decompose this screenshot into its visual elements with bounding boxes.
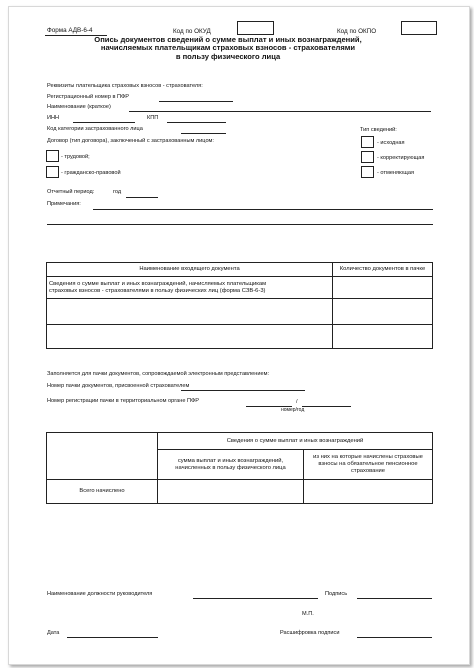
sums-table-total-insured[interactable]: [304, 480, 433, 504]
name-short-label: Наименование (краткое): [47, 104, 111, 110]
civil-label: - гражданско-правовой: [61, 170, 121, 176]
table-row: [47, 299, 433, 325]
signature-field[interactable]: [357, 598, 432, 599]
info-type-label: Тип сведений:: [360, 127, 397, 133]
doc-row1-line2: страховых взносов - страхователями в пользу физических лиц (форма СЗВ-6-3): [49, 287, 266, 294]
sums-col1-line1: сумма выплат и иных вознаграждений,: [177, 457, 284, 464]
cancelling-checkbox[interactable]: [361, 166, 374, 178]
sums-table-col-insured: [304, 450, 433, 480]
doc-table-row3-count[interactable]: [333, 325, 433, 349]
doc-table-row1-count[interactable]: [333, 277, 433, 299]
doc-table-row2-name[interactable]: [47, 299, 333, 325]
sums-table-col-accrued: [158, 450, 304, 480]
inn-label: ИНН: [47, 115, 60, 121]
signature-label: Подпись: [325, 591, 348, 597]
requisites-heading: Реквизиты плательщика страховых взносов - страхователя:: [47, 83, 203, 89]
sums-col1-line2: начисленных в пользу физического лица: [175, 464, 286, 471]
okud-field[interactable]: [237, 21, 274, 35]
corrective-checkbox[interactable]: [361, 151, 374, 163]
position-field[interactable]: [193, 598, 318, 599]
doc-table-row1-name: [47, 277, 333, 299]
pack-reg-number-label: Номер регистрации пачки в территориальном органе ПФР: [47, 398, 200, 404]
cancelling-label: - отменяющая: [377, 170, 414, 176]
doc-table-row2-count[interactable]: [333, 299, 433, 325]
transcript-label: Расшифровка подписи: [280, 630, 340, 636]
sums-col2-line3: страхование: [351, 468, 385, 474]
okpo-label: Код по ОКПО: [337, 28, 377, 35]
form-label: Форма АДВ-6-4: [47, 27, 93, 34]
initial-label: - исходная: [377, 140, 405, 146]
sums-table-total-accrued[interactable]: [158, 480, 304, 504]
transcript-field[interactable]: [357, 637, 432, 638]
sums-table-header: Сведения о сумме выплат и иных вознаграждений: [158, 433, 433, 450]
doc-table-col-name: Наименование входящего документа: [47, 263, 333, 277]
contract-type-label: Договор (тип договора), заключенный с застрахованным лицом:: [47, 138, 214, 144]
notes-field-line-1[interactable]: [93, 209, 433, 210]
labor-label: - трудовой;: [61, 154, 90, 160]
title-line-1: Опись документов сведений о сумме выплат и иных вознаграждений,: [94, 35, 362, 44]
kpp-label: КПП: [147, 115, 159, 121]
position-label: Наименование должности руководителя: [47, 591, 153, 597]
stamp-label: М.П.: [302, 611, 314, 617]
sums-table-empty-header: [47, 433, 158, 480]
sums-table: [46, 432, 433, 504]
date-label: Дата: [47, 630, 60, 636]
year-field[interactable]: [126, 197, 158, 198]
notes-label: Примечания:: [47, 201, 81, 207]
title-line-2: начисляемых плательщикам страховых взносов - страхователями: [100, 43, 356, 53]
documents-table: [46, 262, 433, 349]
okud-label: Код по ОКУД: [173, 28, 211, 35]
sums-col2-line1: из них на которые начислены страховые: [313, 454, 423, 460]
reg-number-field[interactable]: [159, 101, 233, 102]
doc-row1-line1: Сведения о сумме выплат и иных вознаграждений, начисляемых плательщикам: [49, 280, 267, 287]
date-field[interactable]: [67, 637, 158, 638]
pack-reg-year-field[interactable]: [302, 406, 351, 407]
table-row: [47, 325, 433, 349]
pack-number-field[interactable]: [181, 390, 305, 391]
reg-number-label: Регистрационный номер в ПФР: [47, 94, 130, 100]
insured-category-label: Код категории застрахованного лица: [47, 126, 143, 132]
table-row: [47, 480, 433, 504]
year-label: год: [113, 189, 122, 195]
corrective-label: - корректирующая: [377, 155, 425, 161]
table-row: [47, 277, 433, 299]
slash-separator: /: [296, 399, 298, 405]
period-label: Отчетный период:: [47, 189, 95, 195]
electronic-heading: Заполняется для пачки документов, сопровождаемой электронным представлением:: [47, 371, 269, 377]
okpo-field[interactable]: [401, 21, 437, 35]
notes-field-line-2[interactable]: [47, 224, 433, 225]
pack-number-label: Номер пачки документов, присвоенной страхователем: [47, 383, 190, 389]
inn-field[interactable]: [73, 122, 135, 123]
doc-table-row3-name[interactable]: [47, 325, 333, 349]
sums-table-total-label: Всего начислено: [47, 480, 158, 504]
civil-checkbox[interactable]: [46, 166, 59, 178]
kpp-field[interactable]: [167, 122, 226, 123]
number-year-caption: номер/год: [281, 407, 305, 413]
insured-category-field[interactable]: [181, 133, 226, 134]
initial-checkbox[interactable]: [361, 136, 374, 148]
labor-checkbox[interactable]: [46, 150, 59, 162]
doc-table-col-count: Количество документов в пачке: [333, 263, 433, 277]
sums-col2-line2: взносы на обязательное пенсионное: [318, 461, 418, 467]
page-title: [60, 36, 396, 61]
name-short-field[interactable]: [129, 111, 431, 112]
title-line-3: в пользу физического лица: [175, 51, 281, 61]
